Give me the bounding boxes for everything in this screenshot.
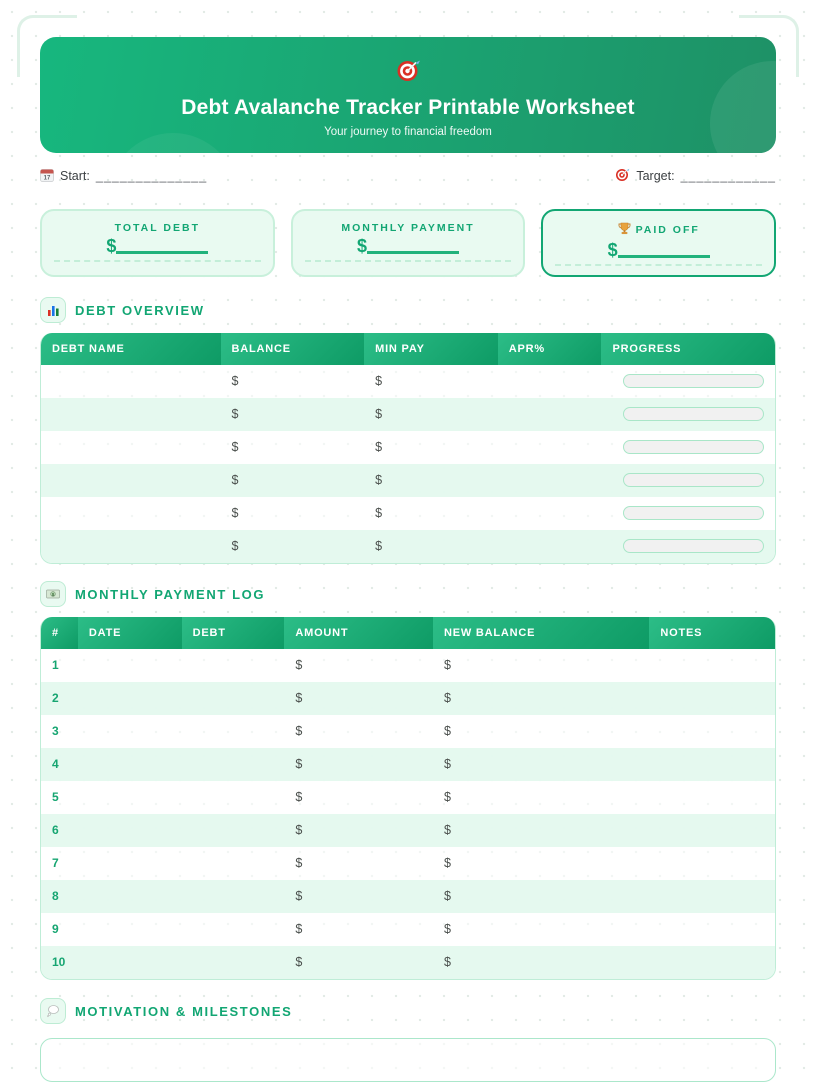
cell: $	[443, 724, 451, 738]
progress-cell	[602, 431, 776, 464]
cell	[649, 748, 775, 781]
row-number: 6	[52, 823, 59, 837]
cell: $	[443, 823, 451, 837]
cell	[498, 365, 602, 398]
column-header-debt-name: DEBT NAME	[41, 333, 221, 365]
motivation-section-header	[40, 998, 292, 1024]
column-header-progress: PROGRESS	[601, 333, 775, 365]
cell	[498, 431, 602, 464]
progress-bar	[623, 506, 764, 520]
cell	[41, 497, 221, 530]
total-debt-card	[40, 209, 275, 277]
cell	[182, 880, 285, 913]
table-row	[41, 398, 775, 431]
card-label: PAID OFF	[543, 222, 774, 238]
header-banner	[40, 37, 776, 153]
cell: $	[443, 658, 451, 672]
cell	[649, 781, 775, 814]
table-row	[41, 715, 775, 748]
cell: $	[443, 955, 451, 969]
debt-overview-section-header	[40, 297, 205, 323]
cell	[649, 913, 775, 946]
row-number: 4	[52, 757, 59, 771]
section-title: MOTIVATION & MILESTONES	[75, 1003, 293, 1019]
target-icon	[615, 167, 630, 185]
cell: $	[295, 889, 303, 903]
start-label: Start:	[60, 169, 90, 183]
calendar-icon	[40, 168, 54, 185]
cell: $	[295, 658, 303, 672]
cell	[78, 946, 182, 979]
cell	[78, 649, 182, 682]
cell: $	[443, 790, 451, 804]
table-row	[41, 530, 775, 563]
progress-cell	[602, 398, 776, 431]
row-number: 9	[52, 922, 59, 936]
column-header--: #	[41, 617, 78, 649]
table-row	[41, 913, 775, 946]
cell	[182, 781, 285, 814]
cell	[78, 913, 182, 946]
cell	[182, 748, 285, 781]
table-row	[41, 946, 775, 979]
cell	[41, 464, 221, 497]
table-row	[41, 781, 775, 814]
cell: $	[295, 691, 303, 705]
page-subtitle: Your journey to financial freedom	[324, 126, 492, 138]
summary-cards	[40, 209, 776, 277]
cell: $	[375, 506, 383, 520]
page-title: Debt Avalanche Tracker Printable Worksheet	[181, 96, 635, 119]
cell	[182, 814, 285, 847]
target-label: Target:	[636, 169, 675, 183]
row-number: 7	[52, 856, 59, 870]
start-date-field	[40, 167, 207, 185]
row-number: 1	[52, 658, 59, 672]
cell	[649, 682, 775, 715]
cell: $	[443, 922, 451, 936]
cell: $	[231, 473, 239, 487]
cell	[649, 814, 775, 847]
cell: $	[295, 823, 303, 837]
cell	[78, 748, 182, 781]
cell	[78, 814, 182, 847]
cell	[182, 649, 285, 682]
row-number: 5	[52, 790, 59, 804]
cell: $	[375, 374, 383, 388]
column-header-balance: BALANCE	[221, 333, 365, 365]
paid-off-card	[541, 209, 776, 277]
row-number: 10	[52, 955, 66, 969]
progress-bar	[623, 374, 764, 388]
progress-bar	[623, 473, 764, 487]
cell: $	[295, 790, 303, 804]
dashed-writing-line	[555, 264, 762, 266]
cell: $	[231, 374, 239, 388]
cell	[41, 365, 221, 398]
column-header-min-pay: MIN PAY	[364, 333, 498, 365]
cell	[498, 398, 602, 431]
table-row	[41, 464, 775, 497]
cell	[649, 649, 775, 682]
table-row	[41, 847, 775, 880]
cell: $	[295, 724, 303, 738]
cell	[498, 530, 602, 563]
table-header-row	[41, 333, 775, 365]
start-blank-line: ______________	[95, 169, 208, 183]
row-number: 3	[52, 724, 59, 738]
cell: $	[375, 473, 383, 487]
table-row	[41, 497, 775, 530]
cell	[78, 682, 182, 715]
cell: $	[443, 889, 451, 903]
thought-balloon-icon	[40, 998, 66, 1024]
trophy-icon	[618, 222, 631, 238]
cell	[182, 847, 285, 880]
dashed-writing-line	[305, 260, 512, 262]
table-row	[41, 880, 775, 913]
column-header-amount: AMOUNT	[284, 617, 433, 649]
column-header-notes: NOTES	[649, 617, 775, 649]
cell	[649, 847, 775, 880]
cell	[649, 946, 775, 979]
cell: $	[231, 440, 239, 454]
progress-bar	[623, 407, 764, 421]
monthly-payment-card	[291, 209, 526, 277]
row-number: 2	[52, 691, 59, 705]
card-amount-blank: $	[293, 237, 524, 255]
payment-log-table	[40, 617, 776, 980]
cell	[41, 431, 221, 464]
svg-text:$: $	[51, 592, 55, 597]
cell: $	[295, 922, 303, 936]
cell	[41, 530, 221, 563]
cell	[649, 715, 775, 748]
progress-bar	[623, 440, 764, 454]
date-meta-row	[40, 167, 776, 185]
banknote-icon	[40, 581, 66, 607]
cell: $	[375, 440, 383, 454]
cell	[78, 715, 182, 748]
table-row	[41, 649, 775, 682]
cell: $	[443, 757, 451, 771]
cell: $	[231, 506, 239, 520]
cell: $	[295, 856, 303, 870]
column-header-apr-: APR%	[498, 333, 602, 365]
table-row	[41, 814, 775, 847]
column-header-debt: DEBT	[182, 617, 285, 649]
table-row	[41, 682, 775, 715]
card-label: TOTAL DEBT	[114, 222, 200, 234]
cell	[182, 682, 285, 715]
row-number: 8	[52, 889, 59, 903]
progress-bar	[623, 539, 764, 553]
cell: $	[231, 539, 239, 553]
cell: $	[231, 407, 239, 421]
progress-cell	[602, 464, 776, 497]
card-amount-blank: $	[543, 241, 774, 259]
motivation-notes-box	[40, 1038, 776, 1082]
payment-log-section-header	[40, 581, 265, 607]
column-header-date: DATE	[78, 617, 182, 649]
section-title: DEBT OVERVIEW	[75, 302, 205, 318]
target-icon	[40, 57, 776, 89]
table-row	[41, 748, 775, 781]
cell: $	[443, 691, 451, 705]
target-date-field	[615, 167, 776, 185]
table-header-row	[41, 617, 775, 649]
card-amount-blank: $	[42, 237, 273, 255]
cell	[182, 913, 285, 946]
dashed-writing-line	[54, 260, 261, 262]
progress-cell	[602, 497, 776, 530]
section-title: MONTHLY PAYMENT LOG	[75, 586, 266, 602]
cell	[649, 880, 775, 913]
cell: $	[295, 757, 303, 771]
cell: $	[443, 856, 451, 870]
table-row	[41, 365, 775, 398]
debt-overview-table	[40, 333, 776, 564]
cell	[182, 715, 285, 748]
cell: $	[295, 955, 303, 969]
progress-cell	[602, 530, 776, 563]
cell	[498, 464, 602, 497]
bar-chart-icon	[40, 297, 66, 323]
cell	[78, 847, 182, 880]
column-header-new-balance: NEW BALANCE	[433, 617, 649, 649]
cell: $	[375, 407, 383, 421]
table-row	[41, 431, 775, 464]
progress-cell	[602, 365, 776, 398]
cell	[78, 880, 182, 913]
cell	[41, 398, 221, 431]
cell	[498, 497, 602, 530]
cell	[78, 781, 182, 814]
cell: $	[375, 539, 383, 553]
card-label: MONTHLY PAYMENT	[341, 222, 475, 234]
svg-text:17: 17	[43, 175, 51, 182]
target-blank-line: ____________	[680, 169, 776, 183]
cell	[182, 946, 285, 979]
